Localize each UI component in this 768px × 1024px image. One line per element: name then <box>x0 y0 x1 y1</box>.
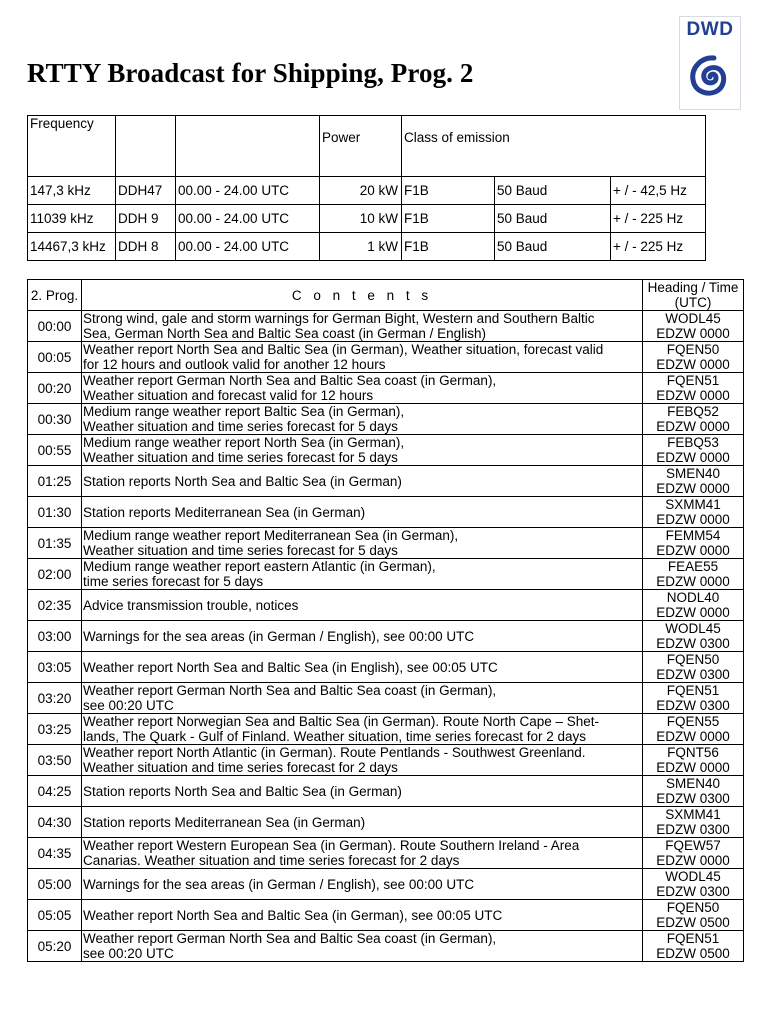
time-range-cell: 00.00 - 24.00 UTC <box>176 177 320 205</box>
baud-rate-cell: 50 Baud <box>495 177 611 205</box>
bulletin-time: EDZW 0000 <box>656 419 730 434</box>
time-cell: 03:20 <box>28 683 82 714</box>
bulletin-time: EDZW 0000 <box>656 450 730 465</box>
schedule-row <box>28 342 744 373</box>
schedule-table <box>27 279 744 962</box>
contents-line: for 12 hours and outlook valid for another 12 hours <box>83 357 386 372</box>
bulletin-time: EDZW 0000 <box>656 512 730 527</box>
schedule-row <box>28 528 744 559</box>
contents-line: Weather situation and forecast valid for 12 hours <box>83 388 374 403</box>
contents-cell <box>82 900 643 931</box>
time-cell: 03:05 <box>28 652 82 683</box>
logo-text: DWD <box>686 19 734 40</box>
time-cell: 00:20 <box>28 373 82 404</box>
contents-line: see 00:20 UTC <box>83 698 174 713</box>
swirl-logo-icon <box>684 47 736 103</box>
heading-cell <box>643 311 744 342</box>
heading-cell <box>643 807 744 838</box>
schedule-row <box>28 497 744 528</box>
contents-line: Weather report North Sea and Baltic Sea (in German), see 00:05 UTC <box>83 907 503 923</box>
emission-class-cell: F1B <box>402 205 495 233</box>
contents-line: Station reports North Sea and Baltic Sea (in German) <box>83 473 402 489</box>
bulletin-heading: WODL45 <box>665 621 721 636</box>
time-cell: 04:25 <box>28 776 82 807</box>
frequency-row <box>28 233 706 261</box>
contents-line: Weather situation and time series forecast for 2 days <box>83 760 398 775</box>
bulletin-heading: FQEW57 <box>665 838 721 853</box>
schedule-row <box>28 404 744 435</box>
bulletin-heading: FEMM54 <box>665 528 721 543</box>
schedule-table-header <box>28 280 744 311</box>
bulletin-heading: WODL45 <box>665 869 721 884</box>
frequency-table <box>27 115 706 261</box>
schedule-row <box>28 931 744 962</box>
bulletin-time: EDZW 0000 <box>656 574 730 589</box>
contents-cell <box>82 528 643 559</box>
contents-line: Weather report German North Sea and Baltic Sea coast (in German), <box>83 683 497 698</box>
contents-line: Weather report North Sea and Baltic Sea (in English), see 00:05 UTC <box>83 659 498 675</box>
frequency-header: Frequency <box>28 116 116 177</box>
contents-cell <box>82 776 643 807</box>
contents-line: Warnings for the sea areas (in German / English), see 00:00 UTC <box>83 876 475 892</box>
bulletin-time: EDZW 0500 <box>656 915 730 930</box>
time-cell: 04:30 <box>28 807 82 838</box>
bulletin-time: EDZW 0000 <box>656 357 730 372</box>
bulletin-heading: SXMM41 <box>665 497 721 512</box>
heading-cell <box>643 342 744 373</box>
contents-line: Weather report North Atlantic (in German). Route Pentlands - Southwest Greenland. <box>83 745 586 760</box>
contents-cell <box>82 683 643 714</box>
contents-line: Station reports Mediterranean Sea (in German) <box>83 814 366 830</box>
contents-line: Medium range weather report eastern Atlantic (in German), <box>83 559 436 574</box>
contents-cell <box>82 311 643 342</box>
heading-cell <box>643 590 744 621</box>
bulletin-time: EDZW 0000 <box>656 760 730 775</box>
baud-rate-cell: 50 Baud <box>495 233 611 261</box>
contents-cell <box>82 652 643 683</box>
bulletin-heading: FEBQ53 <box>667 435 719 450</box>
contents-line: see 00:20 UTC <box>83 946 174 961</box>
schedule-row <box>28 435 744 466</box>
contents-cell <box>82 621 643 652</box>
baud-rate-cell: 50 Baud <box>495 205 611 233</box>
contents-cell <box>82 931 643 962</box>
contents-line: Weather situation and time series forecast for 5 days <box>83 419 398 434</box>
bulletin-time: EDZW 0000 <box>656 326 730 341</box>
schedule-row <box>28 466 744 497</box>
frequency-cell: 14467,3 kHz <box>28 233 116 261</box>
contents-cell <box>82 869 643 900</box>
time-range-cell: 00.00 - 24.00 UTC <box>176 205 320 233</box>
bulletin-heading: FQEN50 <box>666 342 720 357</box>
heading-cell <box>643 559 744 590</box>
time-cell: 05:00 <box>28 869 82 900</box>
contents-line: Weather situation and time series forecast for 5 days <box>83 543 398 558</box>
bulletin-heading: FQEN55 <box>666 714 720 729</box>
contents-cell <box>82 807 643 838</box>
heading-cell <box>643 869 744 900</box>
time-header <box>176 116 320 177</box>
time-range-cell: 00.00 - 24.00 UTC <box>176 233 320 261</box>
bulletin-time: EDZW 0000 <box>656 543 730 558</box>
heading-cell <box>643 528 744 559</box>
schedule-row <box>28 900 744 931</box>
contents-cell <box>82 745 643 776</box>
contents-line: Sea, German North Sea and Baltic Sea coast (in German / English) <box>83 326 486 341</box>
contents-cell <box>82 590 643 621</box>
contents-line: Weather report Western European Sea (in German). Route Southern Ireland - Area <box>83 838 580 853</box>
frequency-cell: 147,3 kHz <box>28 177 116 205</box>
bulletin-time: EDZW 0300 <box>656 667 730 682</box>
bulletin-heading: SXMM41 <box>665 807 721 822</box>
bulletin-time: EDZW 0000 <box>656 853 730 868</box>
bulletin-time: EDZW 0300 <box>656 636 730 651</box>
schedule-row <box>28 838 744 869</box>
schedule-row <box>28 745 744 776</box>
contents-cell <box>82 435 643 466</box>
contents-cell <box>82 714 643 745</box>
contents-header: C o n t e n t s <box>82 280 643 311</box>
page-title: RTTY Broadcast for Shipping, Prog. 2 <box>27 58 474 88</box>
schedule-row <box>28 776 744 807</box>
contents-line: Weather situation and time series forecast for 5 days <box>83 450 398 465</box>
contents-cell <box>82 559 643 590</box>
schedule-row <box>28 590 744 621</box>
bulletin-time: EDZW 0000 <box>656 481 730 496</box>
time-cell: 05:05 <box>28 900 82 931</box>
schedule-row <box>28 559 744 590</box>
time-cell: 00:05 <box>28 342 82 373</box>
time-cell: 02:35 <box>28 590 82 621</box>
time-cell: 05:20 <box>28 931 82 962</box>
bulletin-time: EDZW 0000 <box>656 729 730 744</box>
contents-line: Medium range weather report Baltic Sea (in German), <box>83 404 405 419</box>
shift-cell: + / - 42,5 Hz <box>611 177 706 205</box>
bulletin-time: EDZW 0500 <box>656 946 730 961</box>
bulletin-heading: FEBQ52 <box>667 404 719 419</box>
frequency-cell: 11039 kHz <box>28 205 116 233</box>
contents-line: Station reports Mediterranean Sea (in German) <box>83 504 366 520</box>
frequency-row <box>28 205 706 233</box>
schedule-row <box>28 714 744 745</box>
bulletin-heading: FEAE55 <box>667 559 719 574</box>
bulletin-heading: NODL40 <box>666 590 720 605</box>
callsign-cell: DDH 9 <box>116 205 176 233</box>
contents-line: Advice transmission trouble, notices <box>83 597 299 613</box>
bulletin-heading: FQEN51 <box>666 931 720 946</box>
time-cell: 01:25 <box>28 466 82 497</box>
contents-line: Canarias. Weather situation and time series forecast for 2 days <box>83 853 460 868</box>
frequency-table-header <box>28 116 706 177</box>
contents-line: Warnings for the sea areas (in German / English), see 00:00 UTC <box>83 628 475 644</box>
contents-line: Medium range weather report Mediterranean Sea (in German), <box>83 528 459 543</box>
heading-cell <box>643 714 744 745</box>
class-of-emission-header: Class of emission <box>402 116 706 177</box>
callsign-header <box>116 116 176 177</box>
heading-cell <box>643 838 744 869</box>
power-cell: 1 kW <box>320 233 402 261</box>
contents-cell <box>82 838 643 869</box>
heading-cell <box>643 745 744 776</box>
time-cell: 04:35 <box>28 838 82 869</box>
bulletin-heading: FQNT56 <box>667 745 719 760</box>
contents-cell <box>82 404 643 435</box>
schedule-row <box>28 807 744 838</box>
time-cell: 03:00 <box>28 621 82 652</box>
time-cell: 01:35 <box>28 528 82 559</box>
bulletin-time: EDZW 0000 <box>656 605 730 620</box>
bulletin-heading: WODL45 <box>665 311 721 326</box>
contents-cell <box>82 373 643 404</box>
schedule-row <box>28 652 744 683</box>
heading-cell <box>643 435 744 466</box>
frequency-row <box>28 177 706 205</box>
contents-line: Weather report German North Sea and Baltic Sea coast (in German), <box>83 931 497 946</box>
bulletin-time: EDZW 0300 <box>656 791 730 806</box>
schedule-row <box>28 311 744 342</box>
heading-cell <box>643 404 744 435</box>
time-cell: 02:00 <box>28 559 82 590</box>
heading-cell <box>643 621 744 652</box>
contents-line: Strong wind, gale and storm warnings for German Bight, Western and Southern Baltic <box>83 311 595 326</box>
contents-cell <box>82 466 643 497</box>
heading-cell <box>643 683 744 714</box>
power-cell: 10 kW <box>320 205 402 233</box>
shift-cell: + / - 225 Hz <box>611 233 706 261</box>
heading-cell <box>643 466 744 497</box>
schedule-row <box>28 621 744 652</box>
emission-class-cell: F1B <box>402 233 495 261</box>
contents-line: lands, The Quark - Gulf of Finland. Weather situation, time series forecast for 2 days <box>83 729 586 744</box>
shift-cell: + / - 225 Hz <box>611 205 706 233</box>
power-cell: 20 kW <box>320 177 402 205</box>
contents-line: Medium range weather report North Sea (in German), <box>83 435 405 450</box>
time-cell: 00:30 <box>28 404 82 435</box>
time-cell: 00:55 <box>28 435 82 466</box>
contents-line: Weather report North Sea and Baltic Sea (in German), Weather situation, forecast valid <box>83 342 604 357</box>
bulletin-time: EDZW 0300 <box>656 884 730 899</box>
bulletin-heading: FQEN50 <box>666 652 720 667</box>
schedule-row <box>28 373 744 404</box>
bulletin-time: EDZW 0000 <box>656 388 730 403</box>
heading-cell <box>643 497 744 528</box>
heading-header-line2: (UTC) <box>674 295 712 310</box>
schedule-row <box>28 683 744 714</box>
heading-cell <box>643 652 744 683</box>
heading-cell <box>643 776 744 807</box>
heading-header-line1: Heading / Time <box>647 280 739 295</box>
emission-class-cell: F1B <box>402 177 495 205</box>
time-cell: 03:25 <box>28 714 82 745</box>
prog-header: 2. Prog. <box>28 280 82 311</box>
bulletin-heading: FQEN51 <box>666 683 720 698</box>
heading-cell <box>643 373 744 404</box>
heading-cell <box>643 931 744 962</box>
bulletin-heading: FQEN50 <box>666 900 720 915</box>
schedule-row <box>28 869 744 900</box>
bulletin-time: EDZW 0300 <box>656 822 730 837</box>
contents-cell <box>82 497 643 528</box>
callsign-cell: DDH 8 <box>116 233 176 261</box>
time-cell: 00:00 <box>28 311 82 342</box>
bulletin-heading: SMEN40 <box>665 466 721 481</box>
dwd-logo <box>679 16 741 110</box>
time-cell: 03:50 <box>28 745 82 776</box>
bulletin-heading: SMEN40 <box>665 776 721 791</box>
callsign-cell: DDH47 <box>116 177 176 205</box>
contents-line: Weather report Norwegian Sea and Baltic Sea (in German). Route North Cape – Shet- <box>83 714 600 729</box>
power-header: Power <box>320 116 402 177</box>
time-cell: 01:30 <box>28 497 82 528</box>
contents-line: Weather report German North Sea and Baltic Sea coast (in German), <box>83 373 497 388</box>
contents-cell <box>82 342 643 373</box>
bulletin-time: EDZW 0300 <box>656 698 730 713</box>
heading-cell <box>643 900 744 931</box>
contents-line: time series forecast for 5 days <box>83 574 264 589</box>
contents-line: Station reports North Sea and Baltic Sea (in German) <box>83 783 402 799</box>
heading-time-header <box>643 280 744 311</box>
bulletin-heading: FQEN51 <box>666 373 720 388</box>
